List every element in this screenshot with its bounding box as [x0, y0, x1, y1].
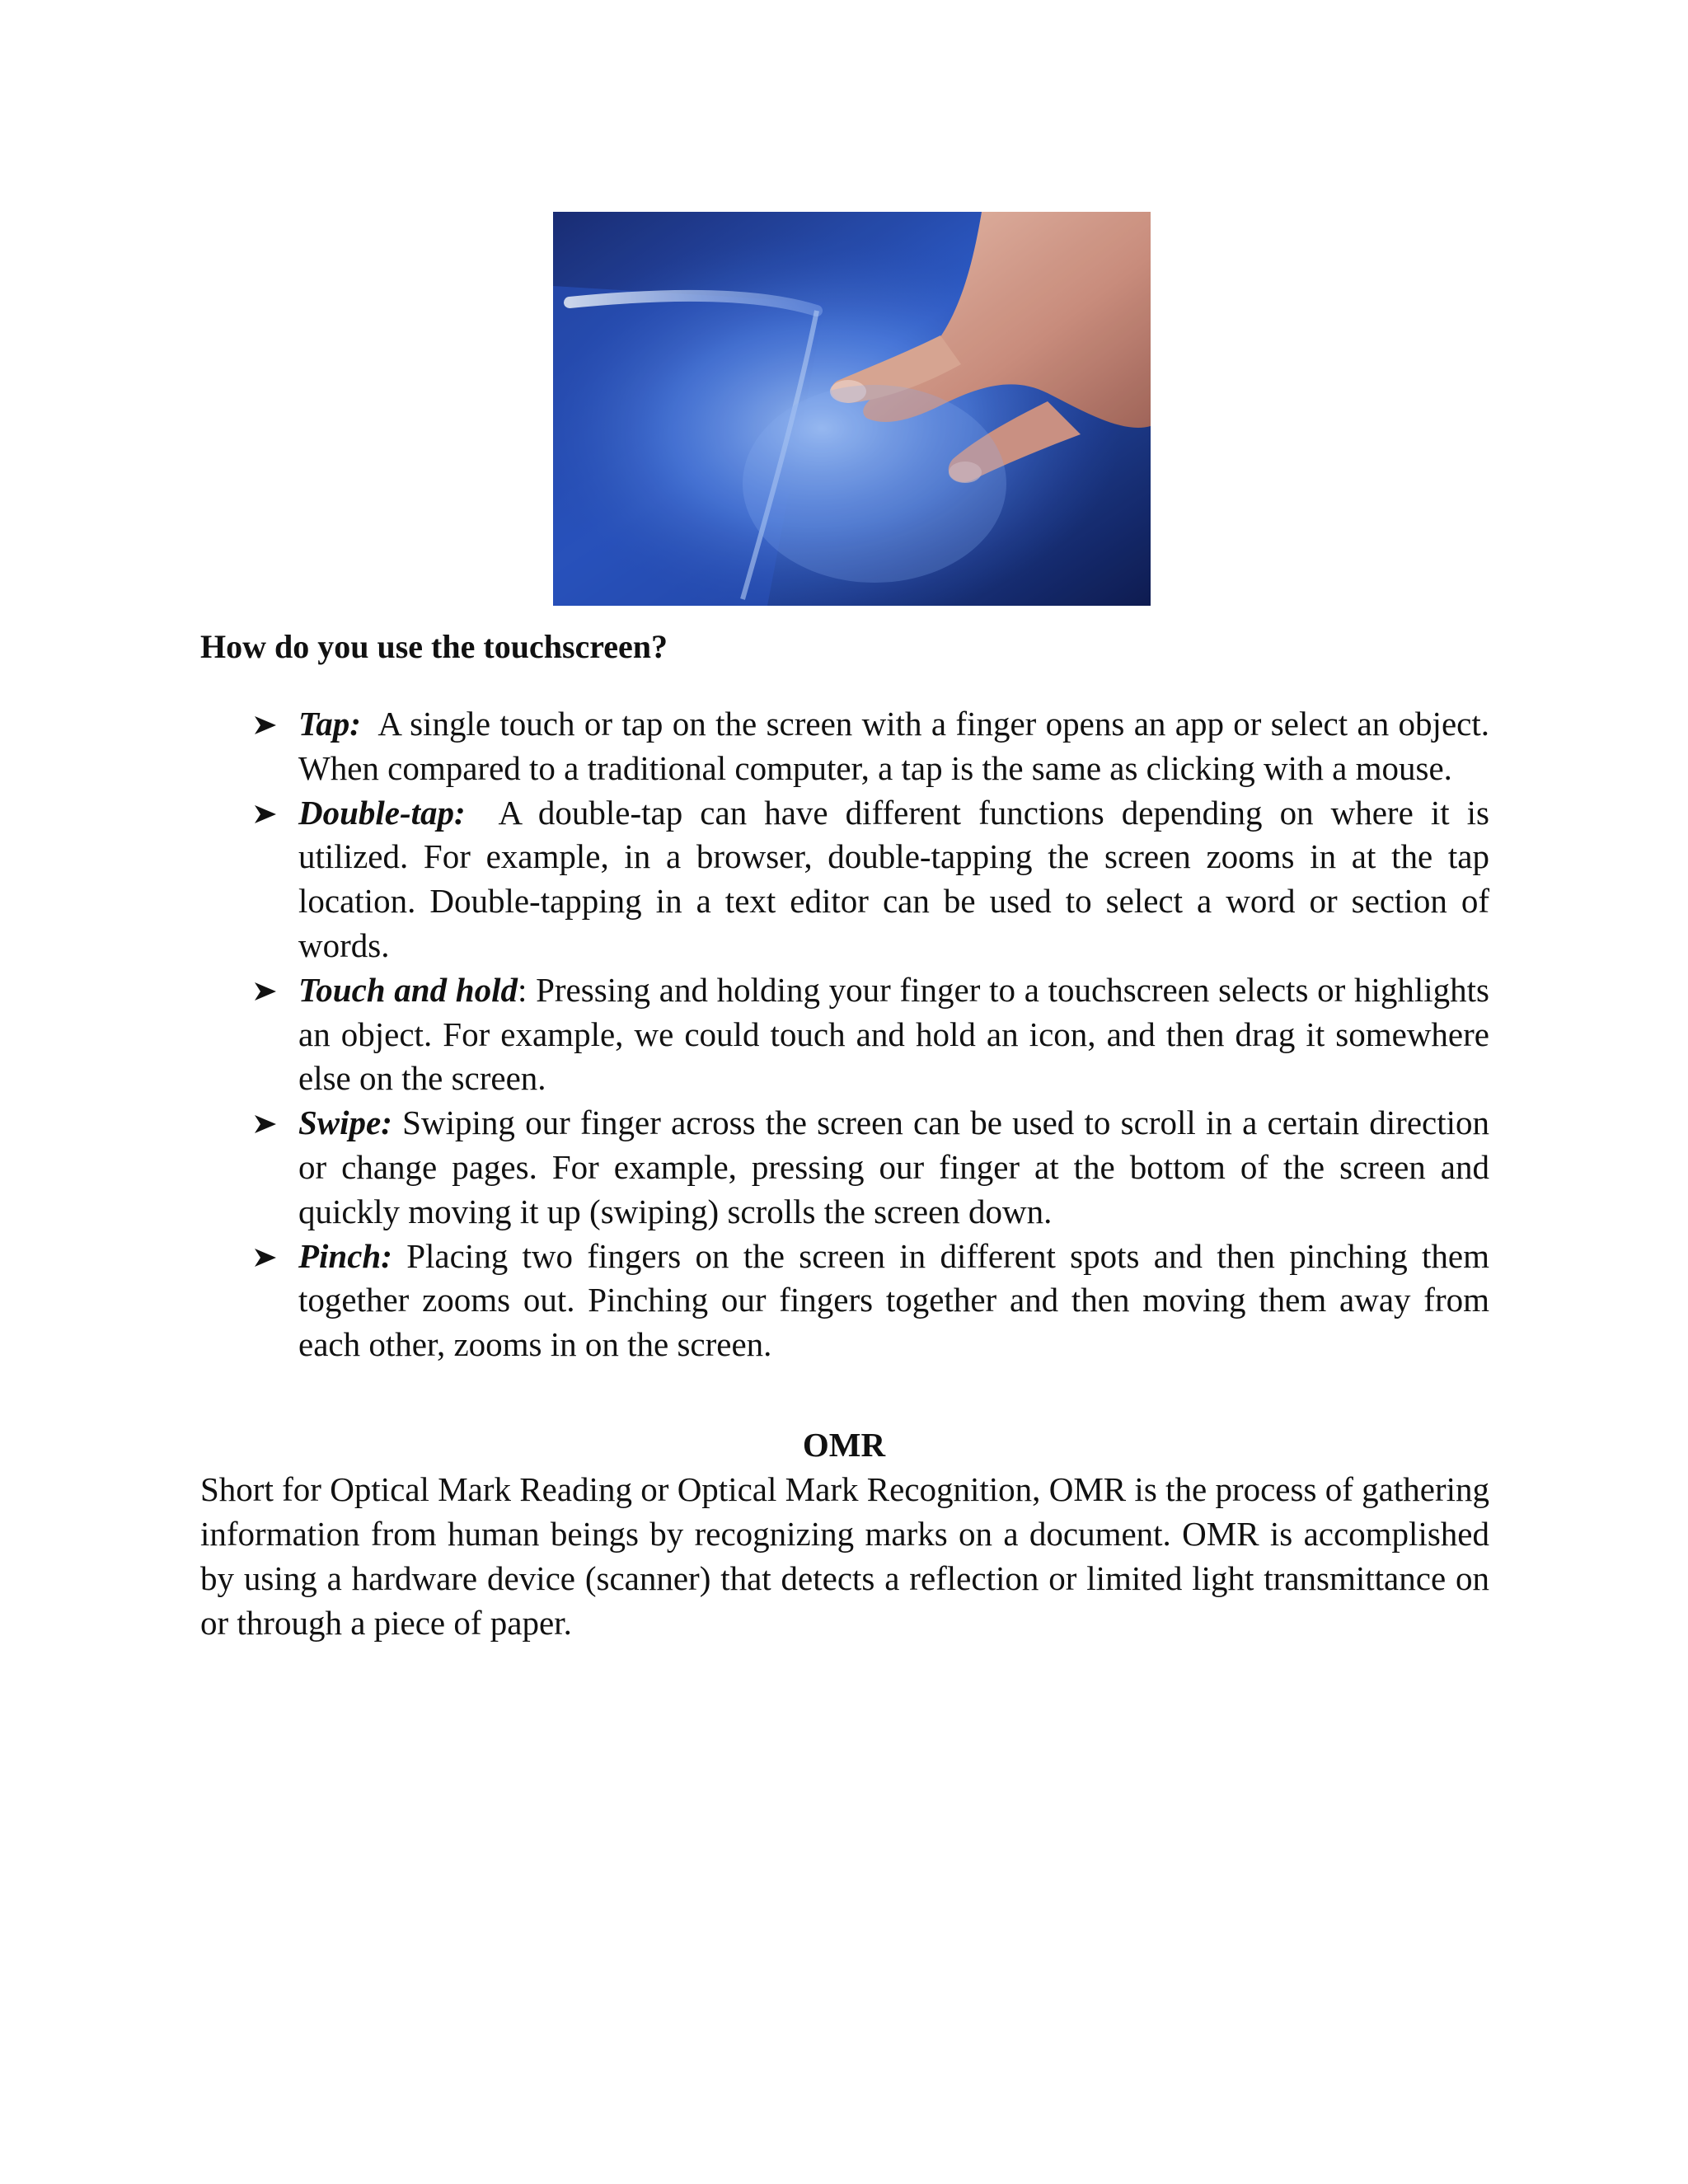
list-item-tap	[251, 702, 1489, 791]
description-double-tap: A double-tap can have different functions depending on where it is utilized. For example, in a browser, double-tapping the screen zooms in at the tap location. Double-tapping in a text editor can be used to select a word or section of words.	[298, 793, 1489, 964]
list-item-double-tap	[251, 791, 1489, 968]
list-item-pinch	[251, 1235, 1489, 1367]
gesture-list	[251, 702, 1489, 1367]
touchscreen-photo	[553, 212, 1151, 606]
description-swipe: Swiping our finger across the screen can be used to scroll in a certain direction or change pages. For example, pressing our finger at the bottom of the screen and quickly moving it up (swiping) scrolls the screen down.	[298, 1104, 1490, 1230]
omr-paragraph: Short for Optical Mark Reading or Optical Mark Recognition, OMR is the process of gathering information from human beings by recognizing marks on a document. OMR is accomplished by using a hardware device (scanner) that detects a reflection or limited light transmittance on or through a piece of paper.	[200, 1470, 1489, 1642]
term-swipe: Swipe:	[298, 1104, 392, 1142]
arrowhead-bullet-icon	[251, 791, 284, 836]
description-touch-and-hold: : Pressing and holding your finger to a touchscreen selects or highlights an object. For example, we could touch and hold an icon, and then drag it somewhere else on the screen.	[298, 970, 1489, 1098]
touchscreen-heading: How do you use the touchscreen?	[200, 628, 668, 665]
arrowhead-bullet-icon	[251, 1101, 284, 1146]
list-item-swipe	[251, 1101, 1489, 1234]
term-pinch: Pinch:	[298, 1236, 392, 1275]
term-touch-and-hold: Touch and hold	[298, 970, 518, 1009]
list-item-touch-and-hold	[251, 968, 1489, 1101]
hand-touching-screen-image	[553, 212, 1151, 606]
term-double-tap: Double-tap:	[298, 793, 466, 832]
arrowhead-bullet-icon	[251, 968, 284, 1013]
arrowhead-bullet-icon	[251, 702, 284, 747]
arrowhead-bullet-icon	[251, 1235, 284, 1279]
omr-title: OMR	[802, 1426, 886, 1464]
term-tap: Tap:	[298, 705, 361, 743]
description-tap: A single touch or tap on the screen with a finger opens an app or select an object. When compared to a traditional computer, a tap is the same as clicking with a mouse.	[298, 705, 1489, 787]
description-pinch: Placing two fingers on the screen in different spots and then pinching them together zooms out. Pinching our fingers together and then moving them away from each other, zooms in on the screen.	[298, 1236, 1490, 1364]
